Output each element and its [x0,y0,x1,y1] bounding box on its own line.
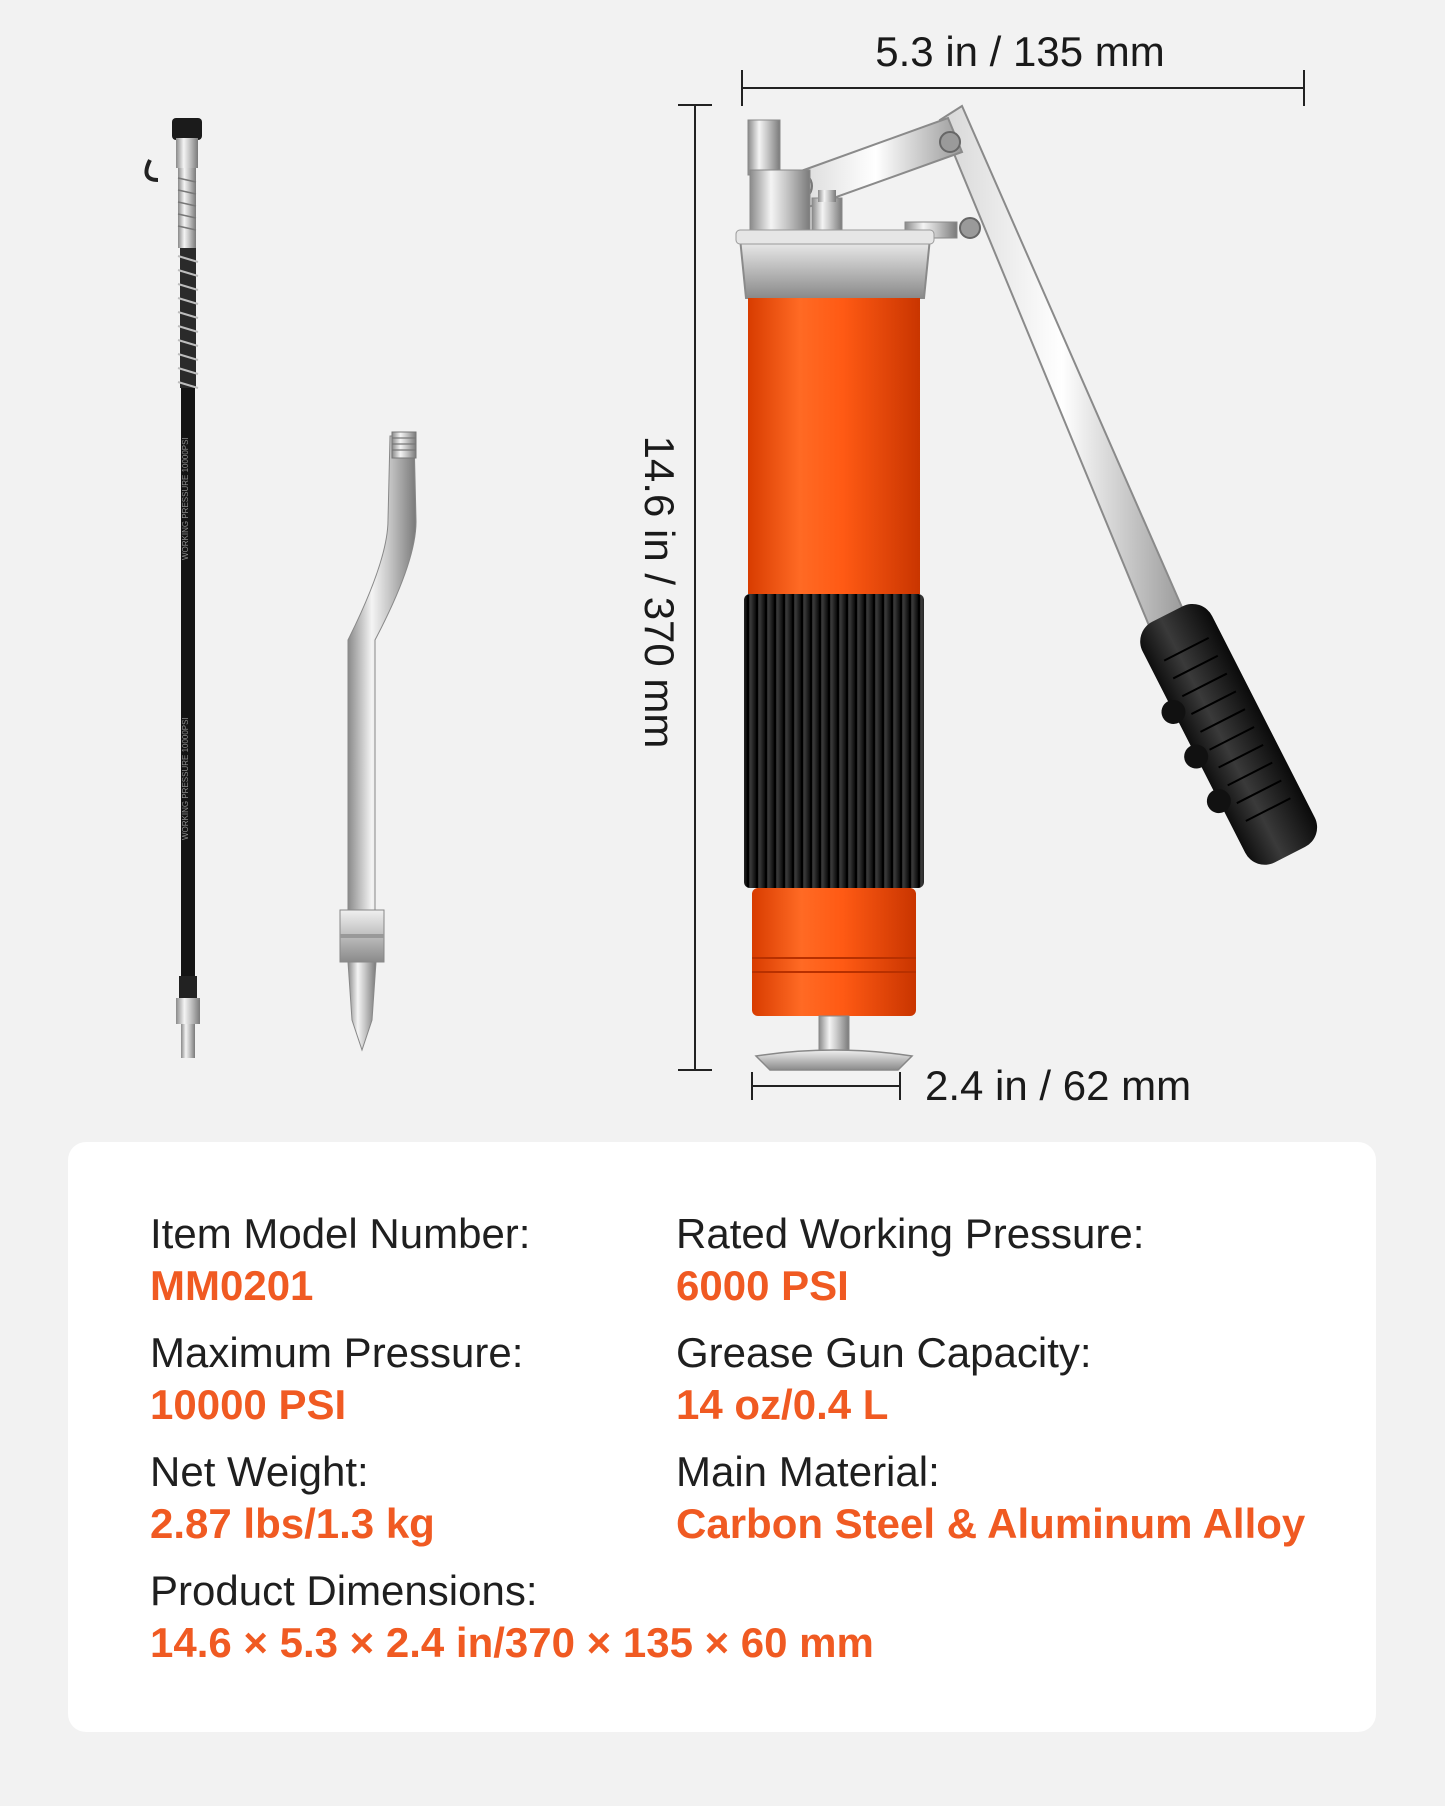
spec-label: Grease Gun Capacity: [676,1329,1092,1376]
spec-label: Product Dimensions: [150,1567,538,1614]
spec-value: 14.6 × 5.3 × 2.4 in/370 × 135 × 60 mm [150,1619,874,1666]
gun-head-cap [740,238,930,298]
base-dimension [752,1072,900,1100]
specifications-card [68,1142,1376,1732]
barrel-grip [744,594,924,888]
height-label: 14.6 in / 370 mm [636,435,683,749]
width-label: 5.3 in / 135 mm [875,28,1165,75]
spec-rated-working-pressure [676,1208,1216,1312]
spec-net-weight [150,1446,690,1550]
spec-maximum-pressure [150,1327,690,1431]
spec-value: 2.87 lbs/1.3 kg [150,1500,435,1547]
spec-label: Item Model Number: [150,1210,531,1257]
base-label: 2.4 in / 62 mm [925,1062,1192,1109]
spec-label: Rated Working Pressure: [676,1210,1145,1257]
hose-print: WORKING PRESSURE 10000PSI [181,437,190,560]
plunger-t-handle [756,1050,912,1070]
spec-main-material [676,1446,1356,1550]
spec-product-dimensions [150,1565,1250,1669]
spec-model-number [150,1208,690,1312]
spec-value: 6000 PSI [676,1262,849,1309]
lever-grip [1122,596,1325,877]
spec-label: Main Material: [676,1448,940,1495]
grease-gun [736,106,1325,1070]
lever-handle [940,106,1184,628]
spec-grease-gun-capacity [676,1327,1216,1431]
spec-label: Maximum Pressure: [150,1329,524,1376]
flexible-hose [146,118,202,1058]
hose-print-repeat: WORKING PRESSURE 10000PSI [181,717,190,840]
spec-value: MM0201 [150,1262,314,1309]
width-dimension [742,70,1304,106]
spec-value: Carbon Steel & Aluminum Alloy [676,1500,1306,1547]
spec-label: Net Weight: [150,1448,369,1495]
rigid-nozzle [340,432,416,1050]
barrel [748,298,920,594]
spec-value: 10000 PSI [150,1381,347,1428]
spec-value: 14 oz/0.4 L [676,1381,889,1428]
